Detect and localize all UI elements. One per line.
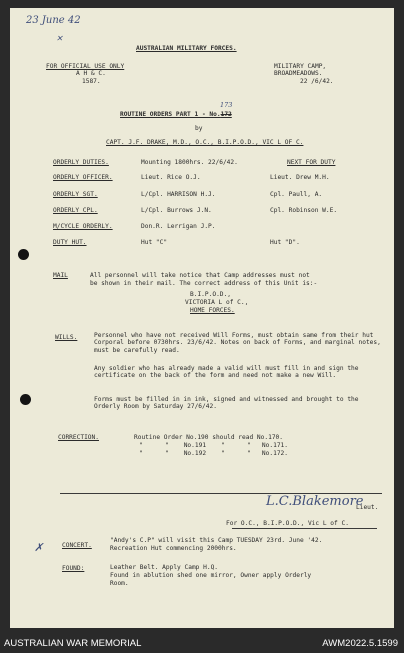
footer-accession: AWM2022.5.1599 (322, 638, 398, 649)
orderly-officer: Lieut. Rice O.J. (141, 174, 201, 181)
signature: L.C.Blakemore (266, 494, 364, 509)
correction-line-2: " " No.191 " " No.171. (139, 442, 289, 449)
found-label: FOUND: (62, 565, 85, 572)
document-title: ROUTINE ORDERS PART 1 - No.172 (120, 111, 232, 118)
found-line-2: Found in ablution shed one mirror, Owner apply Orderly (110, 572, 312, 579)
orderly-officer-next: Lieut. Drew M.H. (270, 174, 330, 181)
tick-mark: ✕ (56, 34, 63, 43)
mounting-time: Mounting 1800hrs. 22/6/42. (141, 159, 238, 166)
correction-label: CORRECTION. (58, 434, 99, 441)
location-date: 22 /6/42. (300, 78, 334, 85)
orderly-cpl-label: ORDERLY CPL. (53, 207, 98, 214)
concert-label: CONCERT. (62, 542, 92, 549)
footer-source: AUSTRALIAN WAR MEMORIAL (4, 638, 142, 649)
orderly-sgt-label: ORDERLY SGT. (53, 191, 98, 198)
duty-hut-next: Hut "D". (270, 239, 300, 246)
orderly-officer-label: ORDERLY OFFICER. (53, 174, 113, 181)
concert-line-1: "Andy's C.P" will visit this Camp TUESDAY 23rd. June '42. (110, 537, 323, 544)
mail-address-2: VICTORIA L of C., (185, 299, 249, 306)
mail-address-3: HOME FORCES. (190, 307, 235, 314)
location-camp: MILITARY CAMP, (274, 63, 327, 70)
wills-paragraph-1: Personnel who have not received Will Forms, must obtain same from their hut Corporal before 0730hrs. 23/6/42. Notes on back of Forms, and marginal notes, must be carefully read. (94, 332, 381, 354)
handwritten-order-number: 173 (220, 101, 233, 109)
mail-line-2: be shown in their mail. The correct address of this Unit is:- (90, 280, 318, 287)
signature-rank: Lieut. (356, 504, 379, 511)
found-line-3: Room. (110, 580, 129, 587)
orderly-cpl: L/Cpl. Burrows J.N. (141, 207, 212, 214)
archive-footer (0, 628, 404, 653)
orderly-sgt-next: Cpl. Paull, A. (270, 191, 323, 198)
correction-line-3: " " No.192 " " No.172. (139, 450, 289, 457)
security-classification: FOR OFFICIAL USE ONLY (46, 63, 125, 70)
concert-line-2: Recreation Hut commencing 2000hrs. (110, 545, 237, 552)
orderly-cpl-next: Cpl. Robinson W.E. (270, 207, 338, 214)
reference-number: 1587. (82, 78, 101, 85)
page-heading: AUSTRALIAN MILITARY FORCES. (136, 45, 237, 52)
location-place: BROADMEADOWS. (274, 70, 323, 77)
handwritten-mark: ✗ (34, 541, 44, 554)
cycle-orderly-label: M/CYCLE ORDERLY. (53, 223, 113, 230)
correction-line-1: Routine Order No.190 should read No.170. (134, 434, 284, 441)
signature-for-line: For O.C., B.I.P.O.D., Vic L of C. (226, 520, 349, 527)
wills-paragraph-2: Any soldier who has already made a valid will must fill in and sign the certificate on the back of the form and need not make a new Will. (94, 365, 359, 380)
punch-hole-top (18, 249, 29, 260)
reference-code: A H & C. (76, 70, 106, 77)
found-line-1: Leather Belt. Apply Camp H.Q. (110, 564, 219, 571)
by-line: by (195, 125, 203, 132)
signature-underline (232, 528, 377, 529)
cycle-orderly: Don.R. Lerrigan J.P. (141, 223, 216, 230)
duty-hut-label: DUTY HUT. (53, 239, 87, 246)
next-for-duty-heading: NEXT FOR DUTY (287, 159, 336, 166)
mail-address-1: B.I.P.O.D., (190, 291, 231, 298)
handwritten-annotation: 23 June 42 (26, 15, 81, 26)
wills-label: WILLS. (55, 334, 78, 341)
punch-hole-bottom (20, 394, 31, 405)
orderly-sgt: L/Cpl. HARRISON H.J. (141, 191, 216, 198)
wills-paragraph-3: Forms must be filled in in ink, signed and witnessed and brought to the Orderly Room by Saturday 27/6/42. (94, 396, 359, 411)
duty-hut: Hut "C" (141, 239, 168, 246)
commander-line: CAPT. J.F. DRAKE, M.D., O.C., B.I.P.O.D., VIC L OF C. (106, 139, 304, 146)
mail-line-1: All personnel will take notice that Camp addresses must not (90, 272, 310, 279)
typed-order-number: 172 (220, 111, 232, 118)
mail-label: MAIL (53, 272, 68, 279)
document-page (10, 8, 394, 628)
orderly-duties-label: ORDERLY DUTIES. (53, 159, 109, 166)
